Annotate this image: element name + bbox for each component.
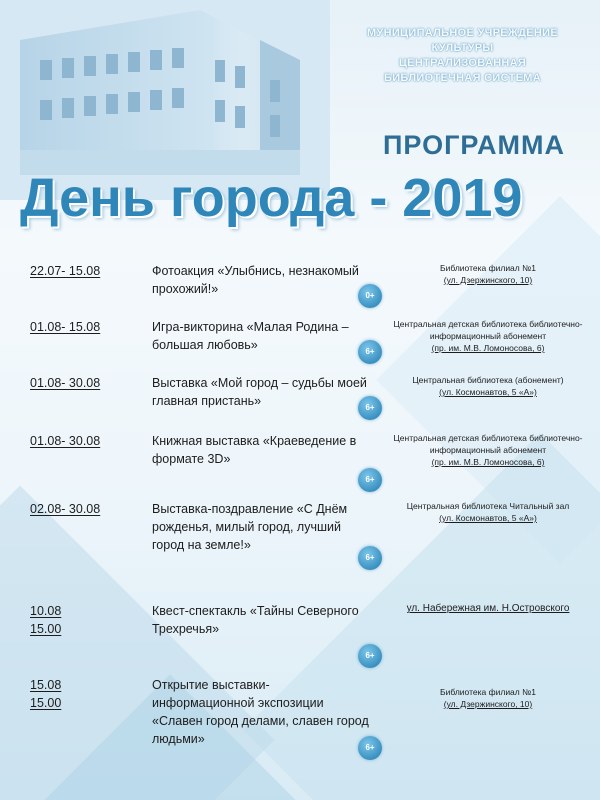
event-dates [30,374,140,392]
venue-name: Библиотека филиал №1 [440,263,536,273]
venue-address: (ул. Космонавтов, 5 «А») [439,387,537,397]
event-date: 01.08- 30.08 [30,376,101,390]
event-date: 22.07- 15.08 [30,264,101,278]
venue-address: (пр. им. М.В. Ломоносова, 6) [431,457,545,467]
age-rating-badge: 6+ [358,396,382,420]
event-title: Книжная выставка «Краеведение в формате 3D» [152,434,357,466]
event-date: 01.08- 15.08 [30,320,101,334]
event-title: Выставка-поздравление «С Днём рожденья, милый город, лучший город на земле!» [152,502,348,552]
age-rating-badge: 6+ [358,340,382,364]
event-date: 01.08- 30.08 [30,434,101,448]
program-label: ПРОГРАММА [383,130,565,160]
organization-line: БИБЛИОТЕЧНАЯ СИСТЕМА [384,72,541,84]
age-rating-badge: 0+ [358,284,382,308]
event-title: Игра-викторина «Малая Родина – большая любовь» [152,320,349,352]
poster-headline: День города - 2019 [20,168,523,228]
venue-name: Центральная библиотека (абонемент) [412,375,564,385]
venue-name: Центральная детская библиотека библиотечно-информационный абонемент [393,433,583,455]
venue-name: Центральная детская библиотека библиотечно-информационный абонемент [393,319,583,341]
event-dates [30,676,140,712]
event-dates [30,262,140,280]
event-title: Квест-спектакль «Тайны Северного Трехречья» [152,604,359,636]
event-time: 15.00 [30,622,62,636]
event-date: 15.08 [30,678,62,692]
age-rating-badge: 6+ [358,546,382,570]
venue-name: Центральная библиотека Читальный зал [406,501,570,511]
event-dates [30,318,140,336]
venue-address: ул. Набережная им. Н.Островского [406,603,570,614]
event-dates [30,500,140,518]
event-venue [388,686,588,710]
event-venue [388,374,588,398]
venue-address: (ул. Космонавтов, 5 «А») [439,513,537,523]
event-venue [388,318,588,354]
event-venue [388,602,588,616]
venue-address: (ул. Дзержинского, 10) [443,275,533,285]
organization-line: КУЛЬТУРЫ [431,42,494,54]
event-venue [388,262,588,286]
event-title: Открытие выставки-информационной экспозиции «Славен город делами, славен город людьми» [152,678,369,746]
organization-line: ЦЕНТРАЛИЗОВАННАЯ [398,57,527,69]
age-rating-badge: 6+ [358,468,382,492]
organization-line: МУНИЦИПАЛЬНОЕ УЧРЕЖДЕНИЕ [366,27,559,39]
age-rating-badge: 6+ [358,644,382,668]
event-title: Выставка «Мой город – судьбы моей главная пристань» [152,376,367,408]
event-time: 15.00 [30,696,62,710]
event-venue [388,432,588,468]
age-rating-badge: 6+ [358,736,382,760]
event-date: 10.08 [30,604,62,618]
event-title: Фотоакция «Улыбнись, незнакомый прохожий!» [152,264,359,296]
venue-address: (ул. Дзержинского, 10) [443,699,533,709]
venue-address: (пр. им. М.В. Ломоносова, 6) [431,343,545,353]
event-dates [30,602,140,638]
event-venue [388,500,588,524]
event-dates [30,432,140,450]
venue-name: Библиотека филиал №1 [440,687,536,697]
event-date: 02.08- 30.08 [30,502,101,516]
